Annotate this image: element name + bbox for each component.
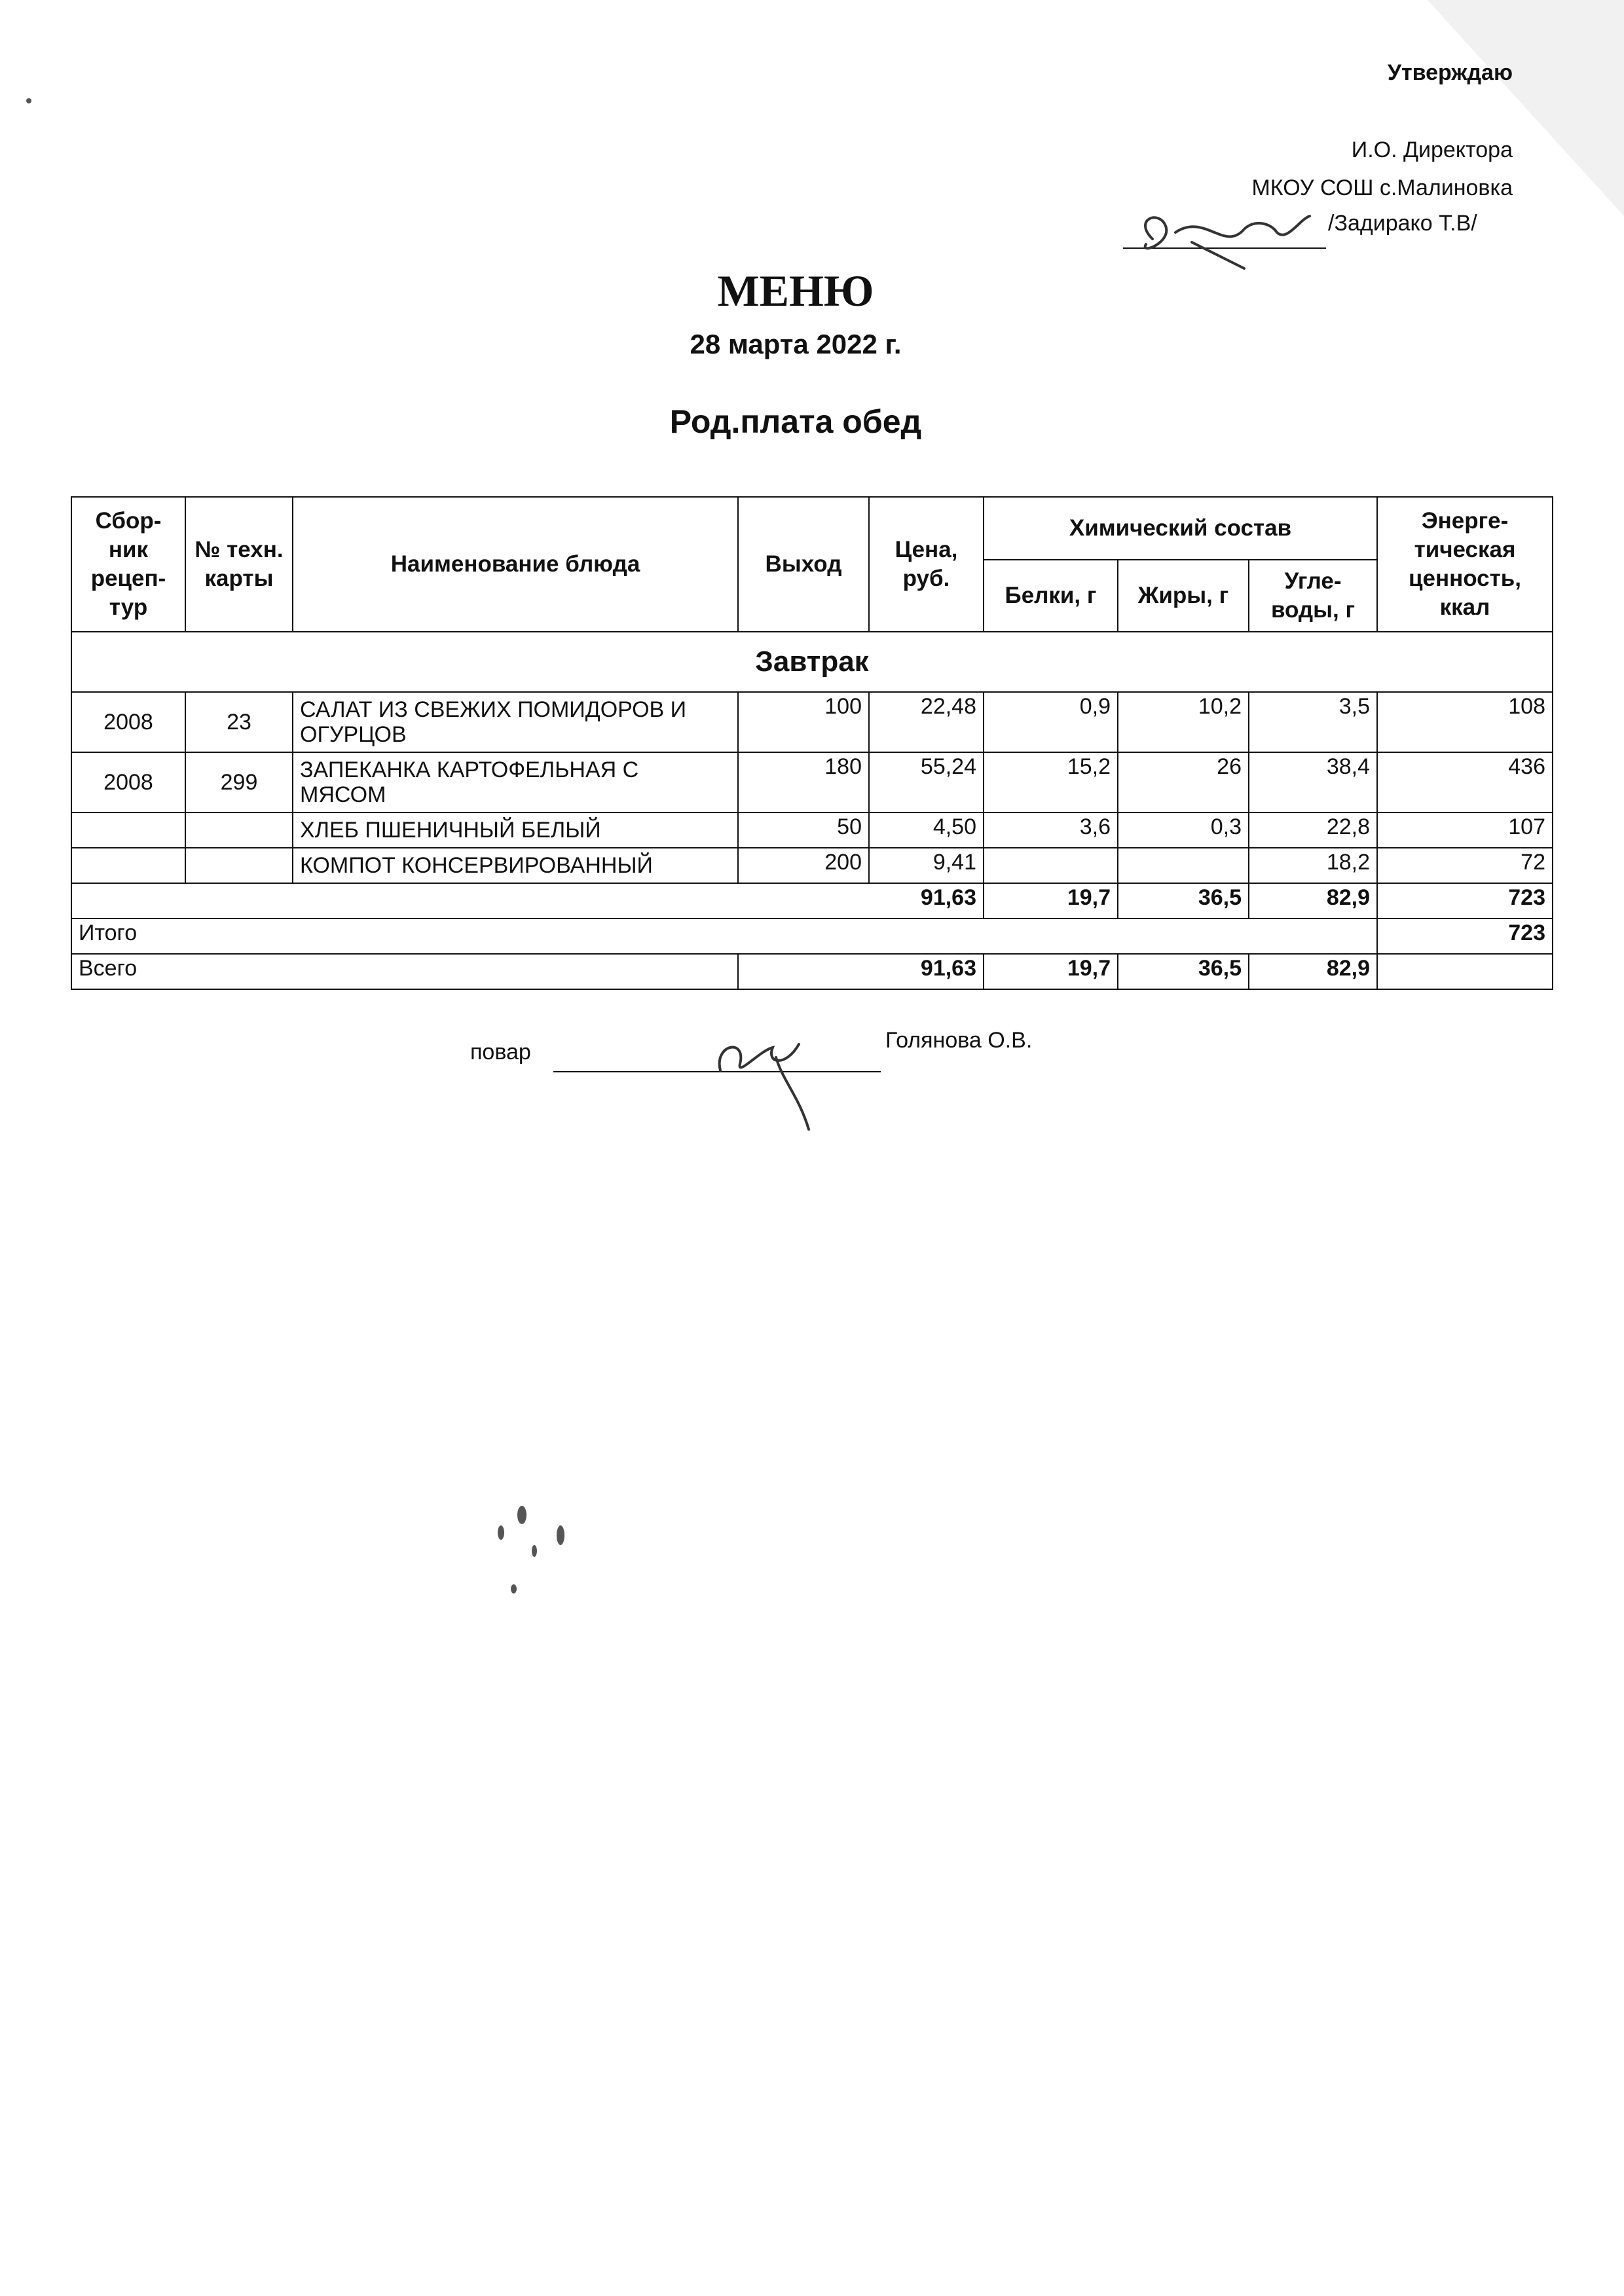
subtotal-row <box>71 883 1553 919</box>
vsego-carbs: 82,9 <box>1249 954 1377 989</box>
cell-collection: 2008 <box>71 692 185 752</box>
menu-table <box>71 496 1553 990</box>
cell-fat <box>1118 848 1249 883</box>
cell-card: 23 <box>185 692 293 752</box>
cell-price: 22,48 <box>869 692 984 752</box>
cell-carbs: 18,2 <box>1249 848 1377 883</box>
cell-price: 4,50 <box>869 812 984 848</box>
header-price: Цена, руб. <box>869 497 984 632</box>
cell-energy: 72 <box>1377 848 1553 883</box>
section-zavtrak: Завтрак <box>71 632 1553 692</box>
cell-collection <box>71 848 185 883</box>
cell-card: 299 <box>185 752 293 812</box>
table-row <box>71 752 1553 812</box>
itogo-label: Итого <box>71 919 1377 954</box>
vsego-price: 91,63 <box>738 954 984 989</box>
vsego-protein: 19,7 <box>984 954 1118 989</box>
cell-carbs: 22,8 <box>1249 812 1377 848</box>
approve-label: Утверждаю <box>1387 60 1513 85</box>
menu-date: 28 марта 2022 г. <box>690 329 902 359</box>
cell-carbs: 38,4 <box>1249 752 1377 812</box>
cell-price: 9,41 <box>869 848 984 883</box>
school-name: МКОУ СОШ с.Малиновка <box>1251 175 1513 200</box>
vsego-label: Всего <box>71 954 738 989</box>
director-position: И.О. Директора <box>1351 137 1513 162</box>
cell-dish: ЗАПЕКАНКА КАРТОФЕЛЬНАЯ С МЯСОМ <box>293 752 738 812</box>
header-dish: Наименование блюда <box>293 497 738 632</box>
section-row <box>71 632 1553 692</box>
cell-protein <box>984 848 1118 883</box>
cell-dish: САЛАТ ИЗ СВЕЖИХ ПОМИДОРОВ И ОГУРЦОВ <box>293 692 738 752</box>
header-protein: Белки, г <box>984 560 1118 632</box>
itogo-energy: 723 <box>1377 919 1553 954</box>
cell-card <box>185 812 293 848</box>
header-chem: Химический состав <box>984 497 1377 560</box>
cell-energy: 108 <box>1377 692 1553 752</box>
subtotal-price: 91,63 <box>71 883 984 919</box>
cell-collection <box>71 812 185 848</box>
director-signature <box>1113 193 1329 272</box>
scan-speck <box>511 1584 517 1594</box>
header-collection: Сбор-ник рецеп-тур <box>71 497 185 632</box>
cell-carbs: 3,5 <box>1249 692 1377 752</box>
table-row <box>71 692 1553 752</box>
scan-speck <box>498 1525 504 1540</box>
cell-protein: 3,6 <box>984 812 1118 848</box>
cell-protein: 0,9 <box>984 692 1118 752</box>
cell-protein: 15,2 <box>984 752 1118 812</box>
page-title: МЕНЮ <box>717 266 874 316</box>
table-row <box>71 848 1553 883</box>
scan-speck <box>532 1545 537 1557</box>
table-row <box>71 812 1553 848</box>
subtotal-fat: 36,5 <box>1118 883 1249 919</box>
vsego-energy-empty <box>1377 954 1553 989</box>
header-fat: Жиры, г <box>1118 560 1249 632</box>
cell-fat: 10,2 <box>1118 692 1249 752</box>
vsego-fat: 36,5 <box>1118 954 1249 989</box>
cell-fat: 26 <box>1118 752 1249 812</box>
cell-price: 55,24 <box>869 752 984 812</box>
cell-dish: ХЛЕБ ПШЕНИЧНЫЙ БЕЛЫЙ <box>293 812 738 848</box>
cell-yield: 180 <box>738 752 869 812</box>
cell-collection: 2008 <box>71 752 185 812</box>
cell-energy: 436 <box>1377 752 1553 812</box>
subtotal-energy: 723 <box>1377 883 1553 919</box>
scan-speck <box>517 1506 526 1524</box>
director-name: /Задирако Т.В/ <box>1328 211 1477 236</box>
itogo-row <box>71 919 1553 954</box>
cell-card <box>185 848 293 883</box>
header-carbs: Угле-воды, г <box>1249 560 1377 632</box>
vsego-row <box>71 954 1553 989</box>
subtotal-protein: 19,7 <box>984 883 1118 919</box>
cell-yield: 100 <box>738 692 869 752</box>
cook-label: повар <box>470 1040 531 1065</box>
header-energy: Энерге-тическая ценность, ккал <box>1377 497 1553 632</box>
cell-energy: 107 <box>1377 812 1553 848</box>
header-card-no: № техн. карты <box>185 497 293 632</box>
cell-yield: 50 <box>738 812 869 848</box>
cell-yield: 200 <box>738 848 869 883</box>
scan-speck <box>557 1525 564 1545</box>
cook-signature <box>701 1018 845 1136</box>
subtotal-carbs: 82,9 <box>1249 883 1377 919</box>
table-header-row <box>71 497 1553 560</box>
scan-speck <box>26 98 31 103</box>
cell-dish: КОМПОТ КОНСЕРВИРОВАННЫЙ <box>293 848 738 883</box>
cook-name: Голянова О.В. <box>885 1028 1033 1053</box>
cell-fat: 0,3 <box>1118 812 1249 848</box>
header-yield: Выход <box>738 497 869 632</box>
menu-subtitle: Род.плата обед <box>669 403 922 440</box>
